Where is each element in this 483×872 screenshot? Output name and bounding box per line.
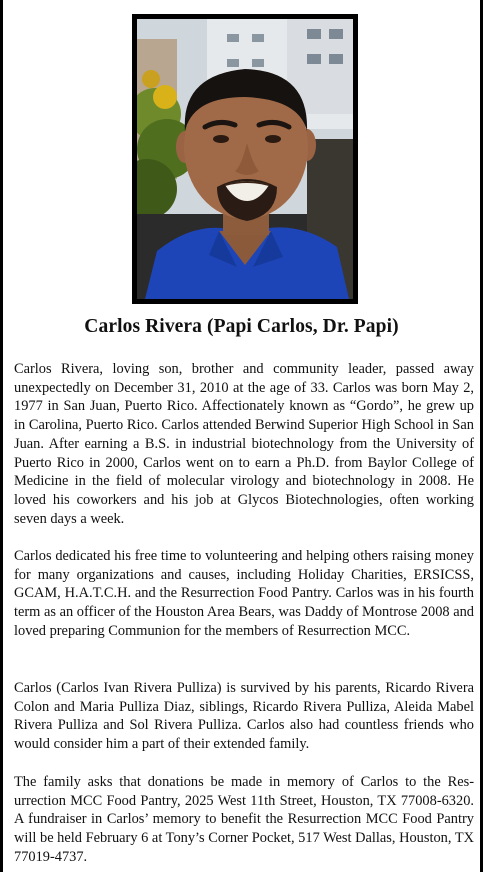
portrait-photo [132, 14, 358, 304]
obituary-name: Carlos Rivera (Papi Carlos, Dr. Papi) [84, 316, 399, 337]
portrait-image [137, 19, 353, 299]
donations-paragraph: The family asks that donations be made in memory of Carlos to the Resurrection MCC Food Pantry, 2025 West 11th Street, Houston, TX 77008-6320. A fundraiser in Carlos’ memory to benefit the Resurrection MCC Food Pantry will be held February 6 at Tony’s Corner Pocket, 517 West Dallas, Houston, TX 77019-4737. [14, 774, 474, 865]
biography-paragraph: Carlos Rivera, loving son, brother and community leader, passed away unexpectedly on December 31, 2010 at the age of 33. Carlos was born May 2, 1977 in San Juan, Puerto Rico. Affectionately known as “Gordo”, he grew up in Carolina, Puerto Rico. Carlos attended Berwind Superior High School in San Juan. After earning a B.S. in industrial biotechnology from the University of Puerto Rico in 2000, Carlos went on to earn a Ph.D. from Baylor College of Medicine in the field of molecular virology and biotechnology in 2008. He loved his coworkers and his job at Glycos Biotechnologies, often working seven days a week. [14, 361, 474, 527]
survivors-paragraph: Carlos (Carlos Ivan Rivera Pulliza) is survived by his parents, Ricardo Rivera Colon and Maria Pulliza Diaz, siblings, Ricardo Rivera Pulliza, Aleida Mabel Rivera Pulliza and Sol Rivera Pulliza. Carlos also had countless friends who would consider him a part of their extended family. [14, 680, 474, 753]
volunteering-paragraph: Carlos dedicated his free time to volunteering and helping others raising money for many organizations and causes, including Holiday Charities, ERSICSS, GCAM, H.A.T.C.H. and the Resurrection Food Pantry. Carlos was in his fourth term as an officer of the Houston Area Bears, was Daddy of Montrose 2008 and loved preparing Communion for the members of Resurrection MCC. [14, 548, 474, 639]
